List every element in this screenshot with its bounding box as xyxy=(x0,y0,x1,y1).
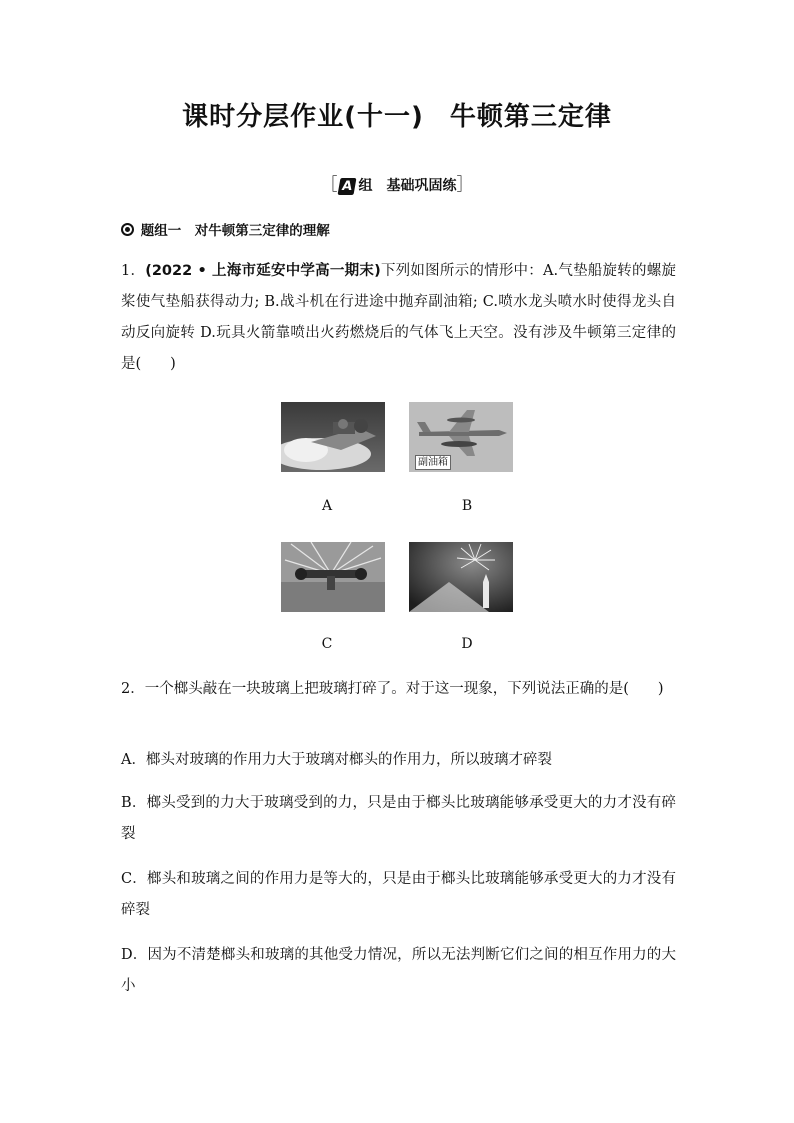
water-sprinkler-photo-icon xyxy=(281,542,385,612)
figure-d-label: D xyxy=(461,636,473,652)
question-2-option-c: C．榔头和玻璃之间的作用力是等大的，只是由于榔头比玻璃能够承受更大的力才没有碎裂 xyxy=(121,871,676,918)
question-2-option-d: D．因为不清楚榔头和玻璃的其他受力情况，所以无法判断它们之间的相互作用力的大小 xyxy=(121,947,676,994)
title-main: 课时分层作业(十一) xyxy=(182,102,424,132)
page-title xyxy=(0,96,794,133)
section-heading-text: 题组一 对牛顿第三定律的理解 xyxy=(140,223,330,239)
section-heading xyxy=(121,219,330,239)
question-1-number: 1． xyxy=(121,263,146,279)
question-2-option-b: B．榔头受到的力大于玻璃受到的力，只是由于榔头比玻璃能够承受更大的力才没有碎裂 xyxy=(121,795,676,842)
group-heading: ［ A 组 基础巩固练］ xyxy=(320,175,474,195)
group-letter: A xyxy=(338,178,357,195)
title-sub: 牛顿第三定律 xyxy=(449,102,612,132)
drop-tank-tag: 副油箱 xyxy=(415,455,451,470)
figure-b-label: B xyxy=(461,498,473,514)
question-2-stem: 2．一个榔头敲在一块玻璃上把玻璃打碎了。对于这一现象，下列说法正确的是( ) xyxy=(121,681,664,697)
question-1 xyxy=(121,256,676,380)
hovercraft-photo-icon xyxy=(281,402,385,472)
figure-d-rocket xyxy=(409,542,513,612)
target-bullet-icon xyxy=(121,223,134,236)
question-1-text: 下列如图所示的情形中：A.气垫船旋转的螺旋桨使气垫船获得动力; B.战斗机在行进途中抛弃副油箱; C.喷水龙头喷水时使得龙头自动反向旋转 D.玩具火箭靠喷出火药燃烧后的气体飞上天空。没有涉及牛顿第三定律的是( ) xyxy=(121,263,676,372)
question-1-source: (2022 • 上海市延安中学高一期末) xyxy=(145,263,381,279)
figure-c-label: C xyxy=(321,636,333,652)
toy-rocket-photo-icon xyxy=(409,542,513,612)
question-2-option-a: A．榔头对玻璃的作用力大于玻璃对榔头的作用力，所以玻璃才碎裂 xyxy=(121,752,552,768)
figure-a-label: A xyxy=(321,498,333,514)
figure-c-sprinkler xyxy=(281,542,385,612)
figure-a-hovercraft xyxy=(281,402,385,472)
group-text: 组 基础巩固练 xyxy=(358,178,457,194)
figure-b-fighter-jet xyxy=(409,402,513,472)
